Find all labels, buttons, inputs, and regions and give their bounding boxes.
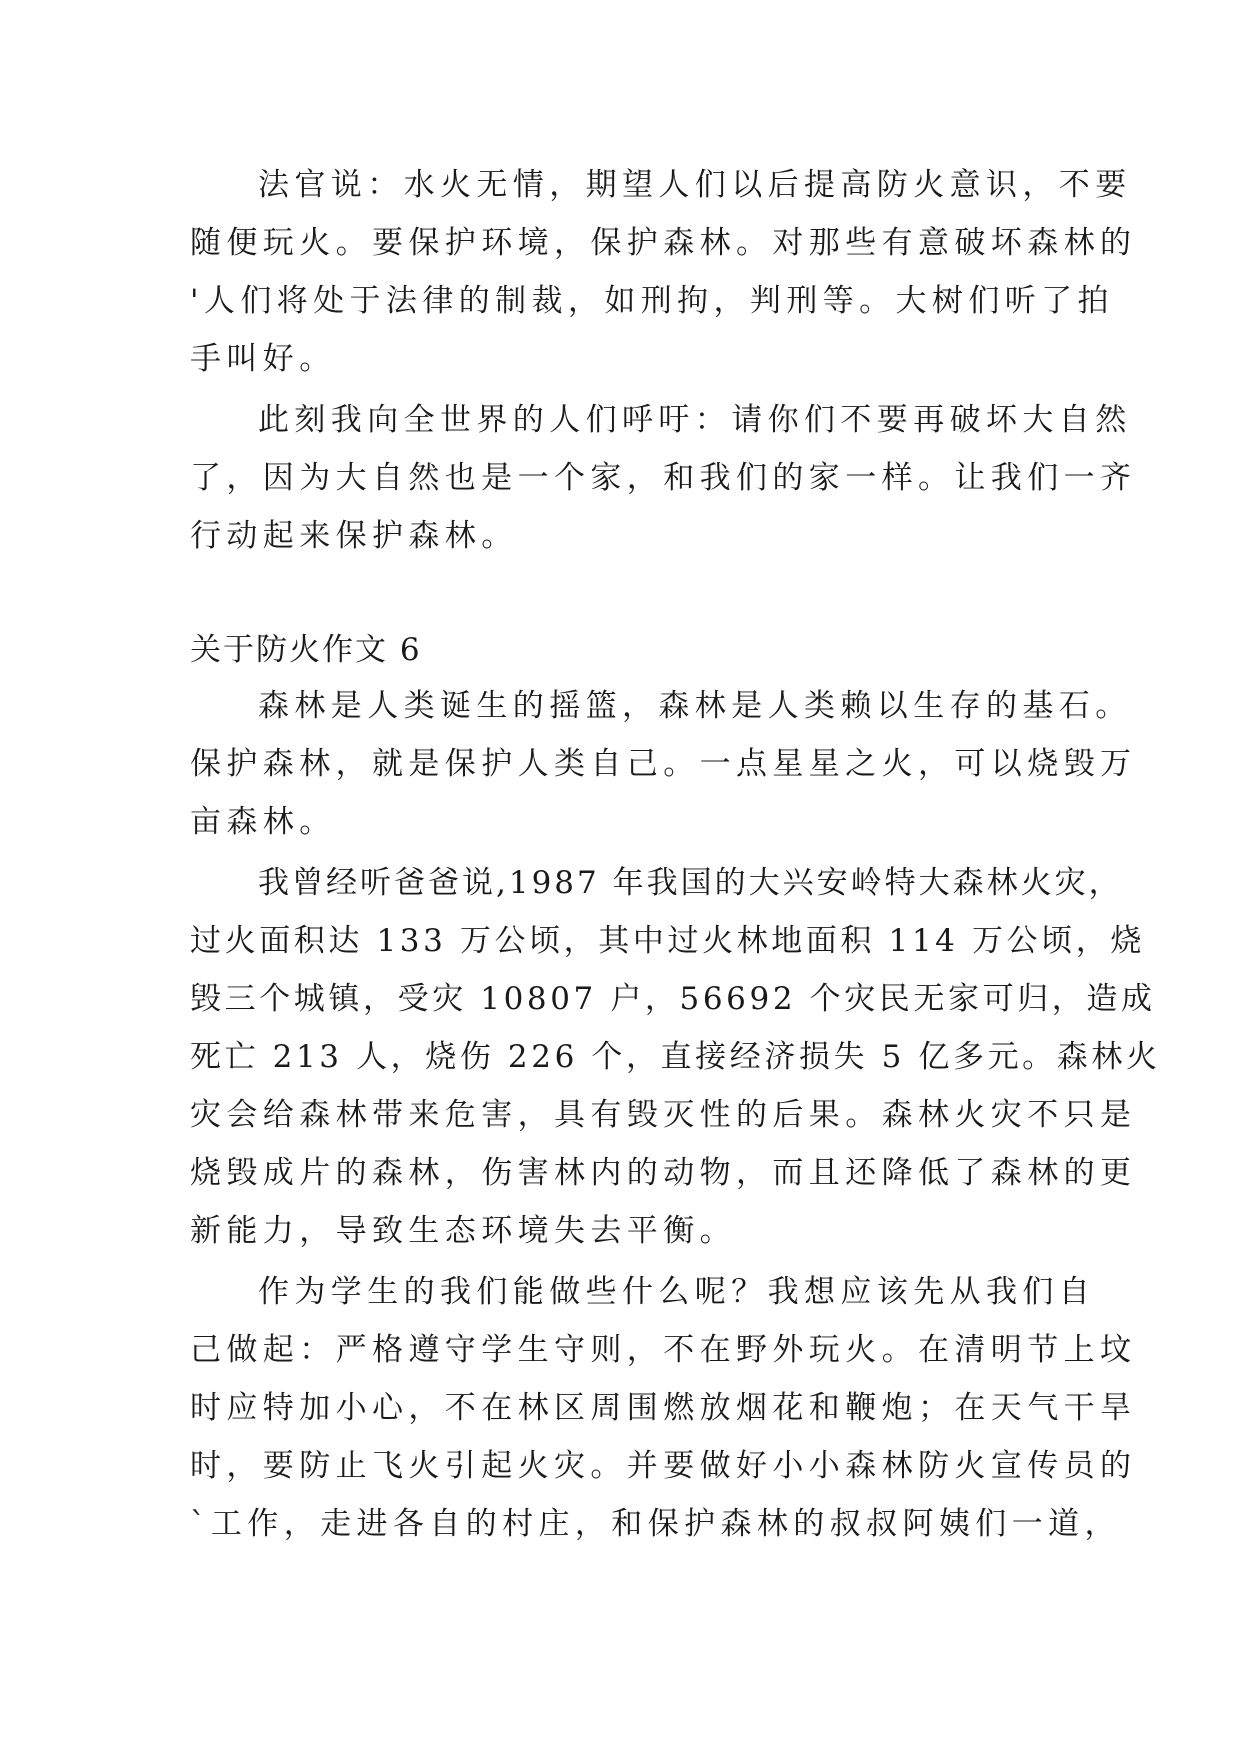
paragraph-line: 己做起：严格遵守学生守则，不在野外玩火。在清明节上坟: [190, 1332, 1137, 1368]
paragraph-line: 作为学生的我们能做些什么呢？我想应该先从我们自: [258, 1274, 1096, 1310]
paragraph-line: 新能力，导致生态环境失去平衡。: [190, 1213, 736, 1249]
paragraph-line: 保护森林，就是保护人类自己。一点星星之火，可以烧毁万: [190, 746, 1137, 782]
paragraph-line: 了，因为大自然也是一个家，和我们的家一样。让我们一齐: [190, 460, 1137, 496]
paragraph-line: 时，要防止飞火引起火灾。并要做好小小森林防火宣传员的: [190, 1448, 1137, 1484]
paragraph-line: 手叫好。: [190, 341, 336, 377]
paragraph-line: 此刻我向全世界的人们呼吁：请你们不要再破坏大自然: [258, 402, 1132, 438]
paragraph-line: 行动起来保护森林。: [190, 518, 518, 554]
paragraph-line: 死亡 213 人，烧伤 226 个，直接经济损失 5 亿多元。森林火: [190, 1039, 1161, 1075]
paragraph-line: 毁三个城镇，受灾 10807 户，56692 个灾民无家可归，造成: [190, 981, 1156, 1017]
paragraph-line: 我曾经听爸爸说,1987 年我国的大兴安岭特大森林火灾，: [258, 865, 1123, 901]
paragraph-line: 亩森林。: [190, 804, 336, 840]
paragraph-line: '人们将处于法律的制裁，如刑拘，判刑等。大树们听了拍: [190, 283, 1114, 319]
section-heading: 关于防火作文 6: [190, 632, 422, 668]
paragraph-line: 时应特加小心，不在林区周围燃放烟花和鞭炮；在天气干旱: [190, 1390, 1137, 1426]
paragraph-line: 灾会给森林带来危害，具有毁灭性的后果。森林火灾不只是: [190, 1097, 1137, 1133]
paragraph-line: `工作，走进各自的村庄，和保护森林的叔叔阿姨们一道，: [190, 1506, 1121, 1542]
paragraph-line: 随便玩火。要保护环境，保护森林。对那些有意破坏森林的: [190, 225, 1137, 261]
paragraph-line: 过火面积达 133 万公顷，其中过火林地面积 114 万公顷，烧: [190, 923, 1145, 959]
paragraph-line: 烧毁成片的森林，伤害林内的动物，而且还降低了森林的更: [190, 1155, 1137, 1191]
paragraph-line: 法官说：水火无情，期望人们以后提高防火意识，不要: [258, 167, 1132, 203]
paragraph-line: 森林是人类诞生的摇篮，森林是人类赖以生存的基石。: [258, 688, 1132, 724]
